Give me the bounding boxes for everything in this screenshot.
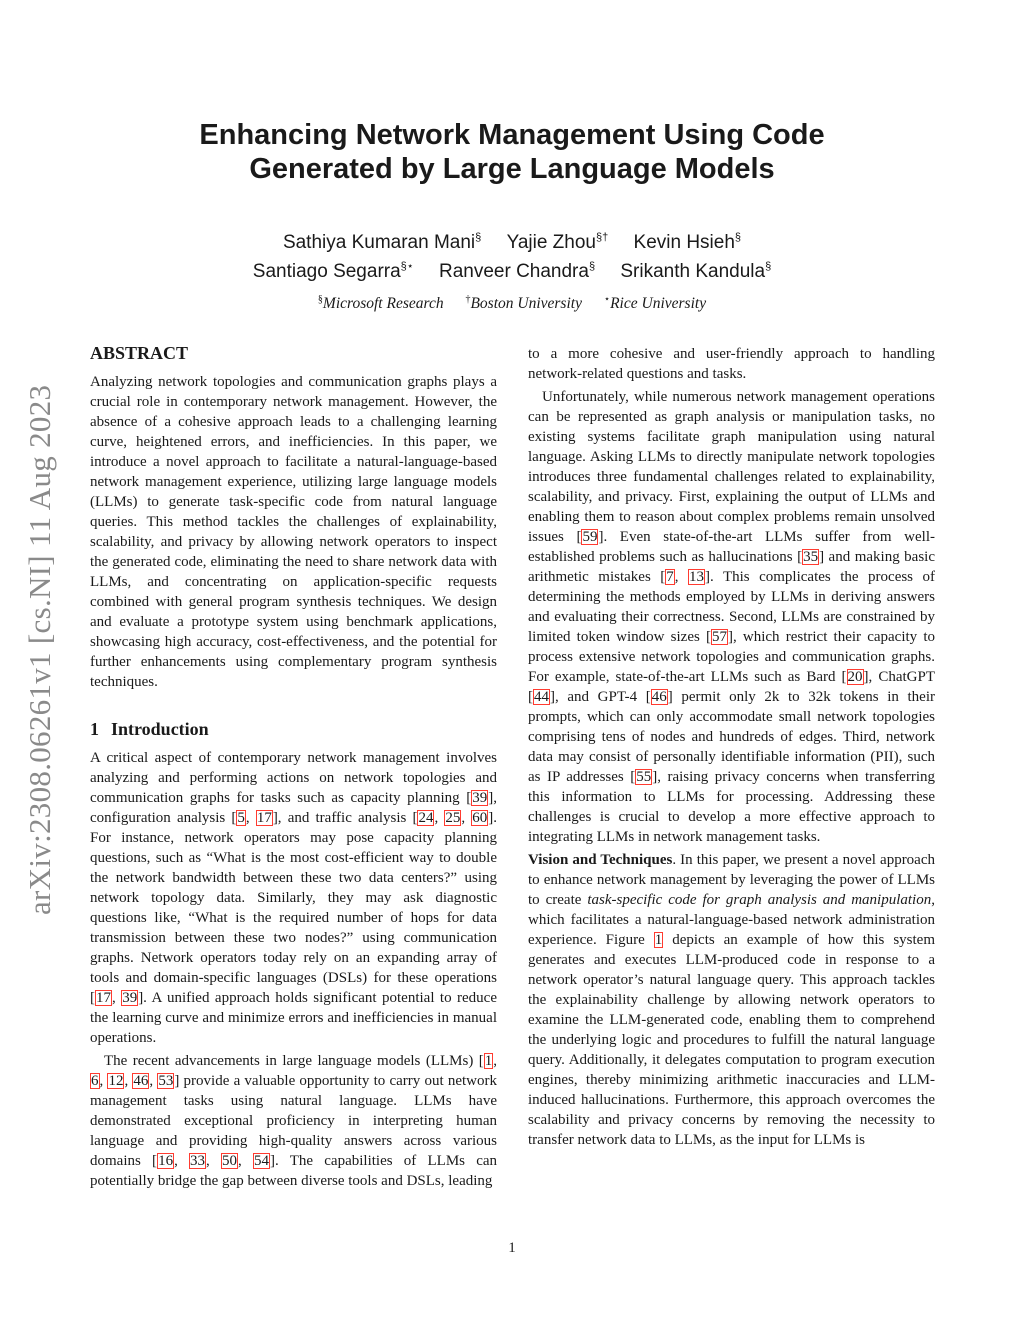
- citation-link[interactable]: 35: [803, 549, 819, 565]
- vision-paragraph: Vision and Techniques. In this paper, we present a novel approach to enhance network management by leveraging the power of LLMs to create task-specific code for graph analysis and manipulation, which facilitates a natural-language-based network administration experience. Figure 1 depicts an example of how this system generates and executes LLM-produced code in response to a network operator’s natural language query. This approach tackles the explainability challenge by allowing network operators to examine the LLM-generated code, enabling them to comprehend the underlying logic and procedures to fulfill the natural language query. Additionally, it delegates computation to program execution engines, thereby minimizing arithmetic inaccuracies and LLM-induced hallucinations. Furthermore, this approach overcomes the scalability and privacy concerns by removing the necessity to transfer network data to LLMs, as the input for LLMs is: [528, 852, 935, 1148]
- affiliations: [140, 294, 884, 313]
- citation-link[interactable]: 20: [847, 669, 863, 685]
- abstract-text: Analyzing network topologies and communication graphs plays a crucial role in contemporary network management. However, the absence of a cohesive approach leads to a challenging learning curve, heightened errors, and inefficiencies. In this paper, we introduce a novel approach to facilitate a natural-language-based network management experience, utilizing large language models (LLMs) to generate task-specific code from natural language queries. This method tackles the challenges of explainability, scalability, and privacy by allowing network operators to inspect the generated code, eliminating the need to share network data with LLMs, and concentrating on application-specific requests combined with general program synthesis techniques. We design and evaluate a prototype system using benchmark applications, showcasing high accuracy, cost-effectiveness, and the potential for further enhancements using complementary program synthesis techniques.: [90, 374, 497, 690]
- citation-link[interactable]: 17: [256, 810, 272, 826]
- arxiv-identifier: arXiv:2308.06261v1 [cs.NI] 11 Aug 2023: [22, 384, 57, 916]
- author: Srikanth Kandula§: [620, 261, 772, 283]
- citation-link[interactable]: 55: [636, 769, 652, 785]
- citation-link[interactable]: 46: [651, 689, 667, 705]
- citation-link[interactable]: 39: [122, 990, 138, 1006]
- citation-link[interactable]: 12: [108, 1073, 124, 1089]
- citation-link[interactable]: 54: [254, 1153, 270, 1169]
- citation-link[interactable]: 17: [96, 990, 111, 1006]
- continued-paragraph: to a more cohesive and user-friendly approach to handling network-related questions and tasks.: [528, 346, 935, 382]
- page-number: 1: [508, 1240, 516, 1256]
- author: Kevin Hsieh§: [633, 232, 742, 254]
- paper-title: Enhancing Network Management Using Code Generated by Large Language Models: [199, 119, 825, 185]
- citation-link[interactable]: 60: [472, 810, 488, 826]
- author: Ranveer Chandra§: [438, 261, 596, 283]
- run-in-heading: Vision and Techniques: [528, 852, 673, 868]
- citation-link[interactable]: 46: [133, 1073, 149, 1089]
- citation-link[interactable]: 50: [222, 1153, 238, 1169]
- left-column: [90, 342, 497, 1191]
- citation-link[interactable]: 59: [582, 529, 598, 545]
- challenges-paragraph: Unfortunately, while numerous network management operations can be represented as graph analysis or manipulation tasks, no existing systems facilitate graph manipulation using natural language. Asking LLMs to directly manipulate network topologies introduces three fundamental challenges related to explainability, scalability, and privacy. First, explaining the output of LLMs and enabling them to reason about complex problems remain unsolved issues [59]. Even state-of-the-art LLMs suffer from well-established problems such as hallucinations [35] and making basic arithmetic mistakes [7, 13]. This complicates the process of determining the methods employed by LLMs in deriving answers and evaluating their correctness. Second, LLMs are constrained by limited token window sizes [57], which restrict their capacity to process extensive network topologies and communication graphs. For example, state-of-the-art LLMs such as Bard [20], ChatGPT [44], and GPT-4 [46] permit only 2k to 32k tokens in their prompts, which can only accommodate small network topologies comprising tens of nodes and hundreds of edges. Third, network data may consist of personally identifiable information (PII), such as IP addresses [55], raising privacy concerns when transferring this information to LLMs for processing. Addressing these challenges is crucial to develop a more effective approach to integrating LLMs in network management tasks.: [528, 389, 935, 845]
- intro-paragraph-1: A critical aspect of contemporary network management involves analyzing and performing actions on network topologies and communication graphs for tasks such as capacity planning [39], configuration analysis [5, 17], and traffic analysis [24, 25, 60]. For instance, network operators may pose capacity planning questions, such as “What is the most cost-efficient way to double the network bandwidth between these two data centers?” using network topology data. Similarly, they may ask diagnostic questions like, “What is the required number of hops for data transmission between these two nodes?” using communication graphs. Network operators today rely on an expanding array of tools and domain-specific languages (DSLs) for these operations [17, 39]. A unified approach holds significant potential to reduce the learning curve and minimize errors and inefficiencies in manual operations.: [90, 750, 497, 1046]
- citation-link[interactable]: 25: [445, 810, 461, 826]
- author-row-1: [140, 232, 884, 254]
- author: Sathiya Kumaran Mani§: [282, 232, 482, 254]
- citation-link[interactable]: 44: [534, 689, 549, 705]
- citation-link[interactable]: 16: [158, 1153, 174, 1169]
- citation-link[interactable]: 57: [711, 629, 727, 645]
- citation-link[interactable]: 5: [237, 810, 245, 826]
- author-row-2: [140, 260, 884, 283]
- citation-link[interactable]: 6: [91, 1073, 99, 1089]
- abstract-heading: ABSTRACT: [90, 343, 189, 363]
- affiliation: †Boston University: [465, 294, 582, 313]
- affiliation: ⋆Rice University: [603, 294, 707, 313]
- citation-link[interactable]: 33: [190, 1153, 206, 1169]
- citation-link[interactable]: 24: [418, 810, 434, 826]
- citation-link[interactable]: 13: [689, 569, 704, 585]
- citation-link[interactable]: 1: [484, 1053, 493, 1069]
- right-column: [528, 344, 935, 1150]
- intro-paragraph-2: The recent advancements in large language models (LLMs) [1, 6, 12, 46, 53] provide a valuable opportunity to carry out network management tasks using natural language. LLMs have demonstrated exceptional proficiency in interpreting human language and providing high-quality answers across various domains [16, 33, 50, 54]. The capabilities of LLMs can potentially bridge the gap between diverse tools and DSLs, leading: [90, 1053, 498, 1189]
- citation-link[interactable]: 53: [158, 1073, 174, 1089]
- citation-link[interactable]: 7: [666, 569, 674, 585]
- author: Yajie Zhou§†: [506, 232, 609, 254]
- introduction-heading: 1 Introduction: [90, 719, 209, 739]
- figure-link[interactable]: 1: [654, 932, 663, 948]
- affiliation: §Microsoft Research: [317, 294, 444, 313]
- author: Santiago Segarra§⋆: [252, 261, 414, 283]
- citation-link[interactable]: 39: [472, 790, 488, 806]
